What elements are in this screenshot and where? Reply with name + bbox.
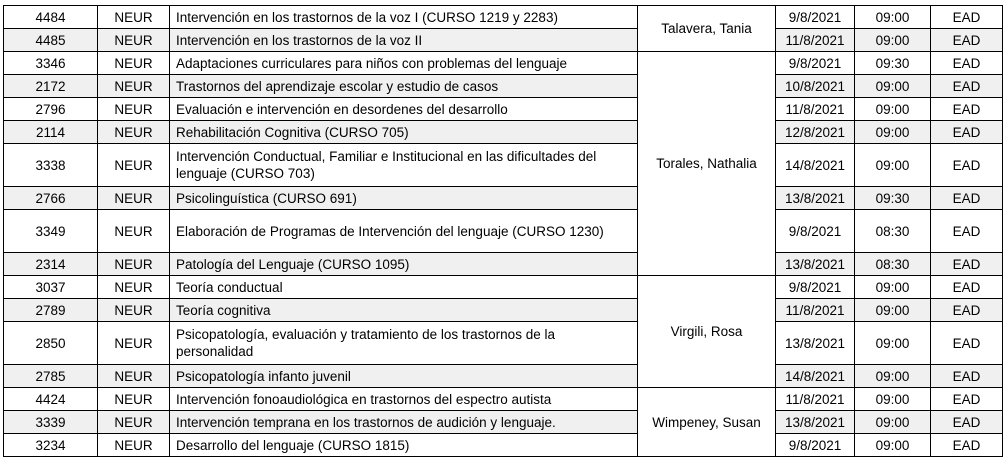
- exam-mode-cell: EAD: [931, 187, 1003, 210]
- exam-time-cell: 09:00: [855, 388, 931, 411]
- course-name-cell: Intervención fonoaudiológica en trastornos del espectro autista: [170, 388, 638, 411]
- department-cell: NEUR: [98, 144, 170, 187]
- department-cell: NEUR: [98, 29, 170, 52]
- exam-mode-cell: EAD: [931, 29, 1003, 52]
- department-cell: NEUR: [98, 187, 170, 210]
- table-row: [4, 187, 1003, 210]
- course-name-cell: Teoría conductual: [170, 276, 638, 299]
- exam-date-cell: 9/8/2021: [776, 52, 855, 75]
- exam-time-cell: 09:00: [855, 29, 931, 52]
- course-name-cell: Trastornos del aprendizaje escolar y estudio de casos: [170, 75, 638, 98]
- exam-date-cell: 11/8/2021: [776, 29, 855, 52]
- professor-cell: Wimpeney, Susan: [638, 388, 776, 457]
- department-cell: NEUR: [98, 411, 170, 434]
- course-code-cell: 2796: [4, 98, 98, 121]
- table-row: [4, 276, 1003, 299]
- course-code-cell: 3037: [4, 276, 98, 299]
- exam-date-cell: 14/8/2021: [776, 144, 855, 187]
- course-code-cell: 3346: [4, 52, 98, 75]
- exam-schedule-table: [3, 5, 1003, 457]
- exam-mode-cell: EAD: [931, 52, 1003, 75]
- exam-time-cell: 09:00: [855, 322, 931, 365]
- exam-mode-cell: EAD: [931, 121, 1003, 144]
- department-cell: NEUR: [98, 322, 170, 365]
- exam-date-cell: 13/8/2021: [776, 187, 855, 210]
- course-name-cell: Teoría cognitiva: [170, 299, 638, 322]
- exam-mode-cell: EAD: [931, 253, 1003, 276]
- course-code-cell: 2114: [4, 121, 98, 144]
- department-cell: NEUR: [98, 388, 170, 411]
- department-cell: NEUR: [98, 253, 170, 276]
- course-name-cell: Intervención temprana en los trastornos de audición y lenguaje.: [170, 411, 638, 434]
- exam-time-cell: 08:30: [855, 210, 931, 253]
- course-code-cell: 3338: [4, 144, 98, 187]
- course-code-cell: 2172: [4, 75, 98, 98]
- department-cell: NEUR: [98, 6, 170, 29]
- course-name-cell: Intervención en los trastornos de la voz II: [170, 29, 638, 52]
- exam-mode-cell: EAD: [931, 144, 1003, 187]
- department-cell: NEUR: [98, 121, 170, 144]
- course-code-cell: 4424: [4, 388, 98, 411]
- exam-mode-cell: EAD: [931, 210, 1003, 253]
- exam-date-cell: 13/8/2021: [776, 253, 855, 276]
- course-code-cell: 4484: [4, 6, 98, 29]
- course-name-cell: Intervención Conductual, Familiar e Institucional en las dificultades del lenguaje (CURSO 703): [170, 144, 638, 187]
- course-name-cell: Patología del Lenguaje (CURSO 1095): [170, 253, 638, 276]
- exam-mode-cell: EAD: [931, 434, 1003, 457]
- course-code-cell: 3349: [4, 210, 98, 253]
- exam-date-cell: 9/8/2021: [776, 434, 855, 457]
- table-row: [4, 98, 1003, 121]
- table-row: [4, 388, 1003, 411]
- department-cell: NEUR: [98, 98, 170, 121]
- exam-date-cell: 14/8/2021: [776, 365, 855, 388]
- table-row: [4, 299, 1003, 322]
- table-row: [4, 365, 1003, 388]
- exam-mode-cell: EAD: [931, 276, 1003, 299]
- course-code-cell: 4485: [4, 29, 98, 52]
- table-row: [4, 75, 1003, 98]
- course-name-cell: Evaluación e intervención en desordenes del desarrollo: [170, 98, 638, 121]
- course-name-cell: Rehabilitación Cognitiva (CURSO 705): [170, 121, 638, 144]
- course-name-cell: Elaboración de Programas de Intervención del lenguaje (CURSO 1230): [170, 210, 638, 253]
- course-code-cell: 2850: [4, 322, 98, 365]
- exam-date-cell: 13/8/2021: [776, 411, 855, 434]
- course-name-cell: Adaptaciones curriculares para niños con problemas del lenguaje: [170, 52, 638, 75]
- exam-mode-cell: EAD: [931, 411, 1003, 434]
- department-cell: NEUR: [98, 276, 170, 299]
- professor-cell: Virgili, Rosa: [638, 276, 776, 388]
- table-row: [4, 210, 1003, 253]
- exam-date-cell: 9/8/2021: [776, 6, 855, 29]
- course-name-cell: Intervención en los trastornos de la voz I (CURSO 1219 y 2283): [170, 6, 638, 29]
- table-row: [4, 121, 1003, 144]
- table-row: [4, 434, 1003, 457]
- table-row: [4, 253, 1003, 276]
- exam-date-cell: 11/8/2021: [776, 98, 855, 121]
- exam-time-cell: 09:00: [855, 365, 931, 388]
- course-code-cell: 3234: [4, 434, 98, 457]
- department-cell: NEUR: [98, 52, 170, 75]
- exam-time-cell: 09:30: [855, 187, 931, 210]
- table-row: [4, 411, 1003, 434]
- exam-time-cell: 09:00: [855, 411, 931, 434]
- exam-time-cell: 09:00: [855, 121, 931, 144]
- exam-mode-cell: EAD: [931, 365, 1003, 388]
- exam-time-cell: 09:00: [855, 299, 931, 322]
- exam-time-cell: 08:30: [855, 253, 931, 276]
- exam-date-cell: 9/8/2021: [776, 210, 855, 253]
- professor-cell: Torales, Nathalia: [638, 52, 776, 276]
- course-code-cell: 2314: [4, 253, 98, 276]
- department-cell: NEUR: [98, 434, 170, 457]
- course-code-cell: 3339: [4, 411, 98, 434]
- exam-time-cell: 09:00: [855, 276, 931, 299]
- exam-mode-cell: EAD: [931, 75, 1003, 98]
- exam-mode-cell: EAD: [931, 299, 1003, 322]
- course-name-cell: Psicolinguística (CURSO 691): [170, 187, 638, 210]
- exam-date-cell: 11/8/2021: [776, 299, 855, 322]
- course-code-cell: 2789: [4, 299, 98, 322]
- course-code-cell: 2785: [4, 365, 98, 388]
- course-name-cell: Psicopatología infanto juvenil: [170, 365, 638, 388]
- exam-time-cell: 09:00: [855, 6, 931, 29]
- department-cell: NEUR: [98, 299, 170, 322]
- department-cell: NEUR: [98, 75, 170, 98]
- schedule-body: [4, 6, 1003, 457]
- exam-date-cell: 11/8/2021: [776, 388, 855, 411]
- course-name-cell: Desarrollo del lenguaje (CURSO 1815): [170, 434, 638, 457]
- table-row: [4, 322, 1003, 365]
- exam-date-cell: 10/8/2021: [776, 75, 855, 98]
- table-row: [4, 52, 1003, 75]
- exam-mode-cell: EAD: [931, 388, 1003, 411]
- department-cell: NEUR: [98, 365, 170, 388]
- exam-mode-cell: EAD: [931, 6, 1003, 29]
- course-name-cell: Psicopatología, evaluación y tratamiento de los trastornos de la personalidad: [170, 322, 638, 365]
- table-row: [4, 144, 1003, 187]
- exam-time-cell: 09:00: [855, 434, 931, 457]
- exam-date-cell: 9/8/2021: [776, 276, 855, 299]
- exam-date-cell: 13/8/2021: [776, 322, 855, 365]
- exam-time-cell: 09:00: [855, 98, 931, 121]
- course-code-cell: 2766: [4, 187, 98, 210]
- exam-date-cell: 12/8/2021: [776, 121, 855, 144]
- exam-time-cell: 09:30: [855, 52, 931, 75]
- exam-mode-cell: EAD: [931, 98, 1003, 121]
- professor-cell: Talavera, Tania: [638, 6, 776, 52]
- exam-time-cell: 09:00: [855, 144, 931, 187]
- table-row: [4, 29, 1003, 52]
- exam-mode-cell: EAD: [931, 322, 1003, 365]
- department-cell: NEUR: [98, 210, 170, 253]
- table-row: [4, 6, 1003, 29]
- exam-time-cell: 09:00: [855, 75, 931, 98]
